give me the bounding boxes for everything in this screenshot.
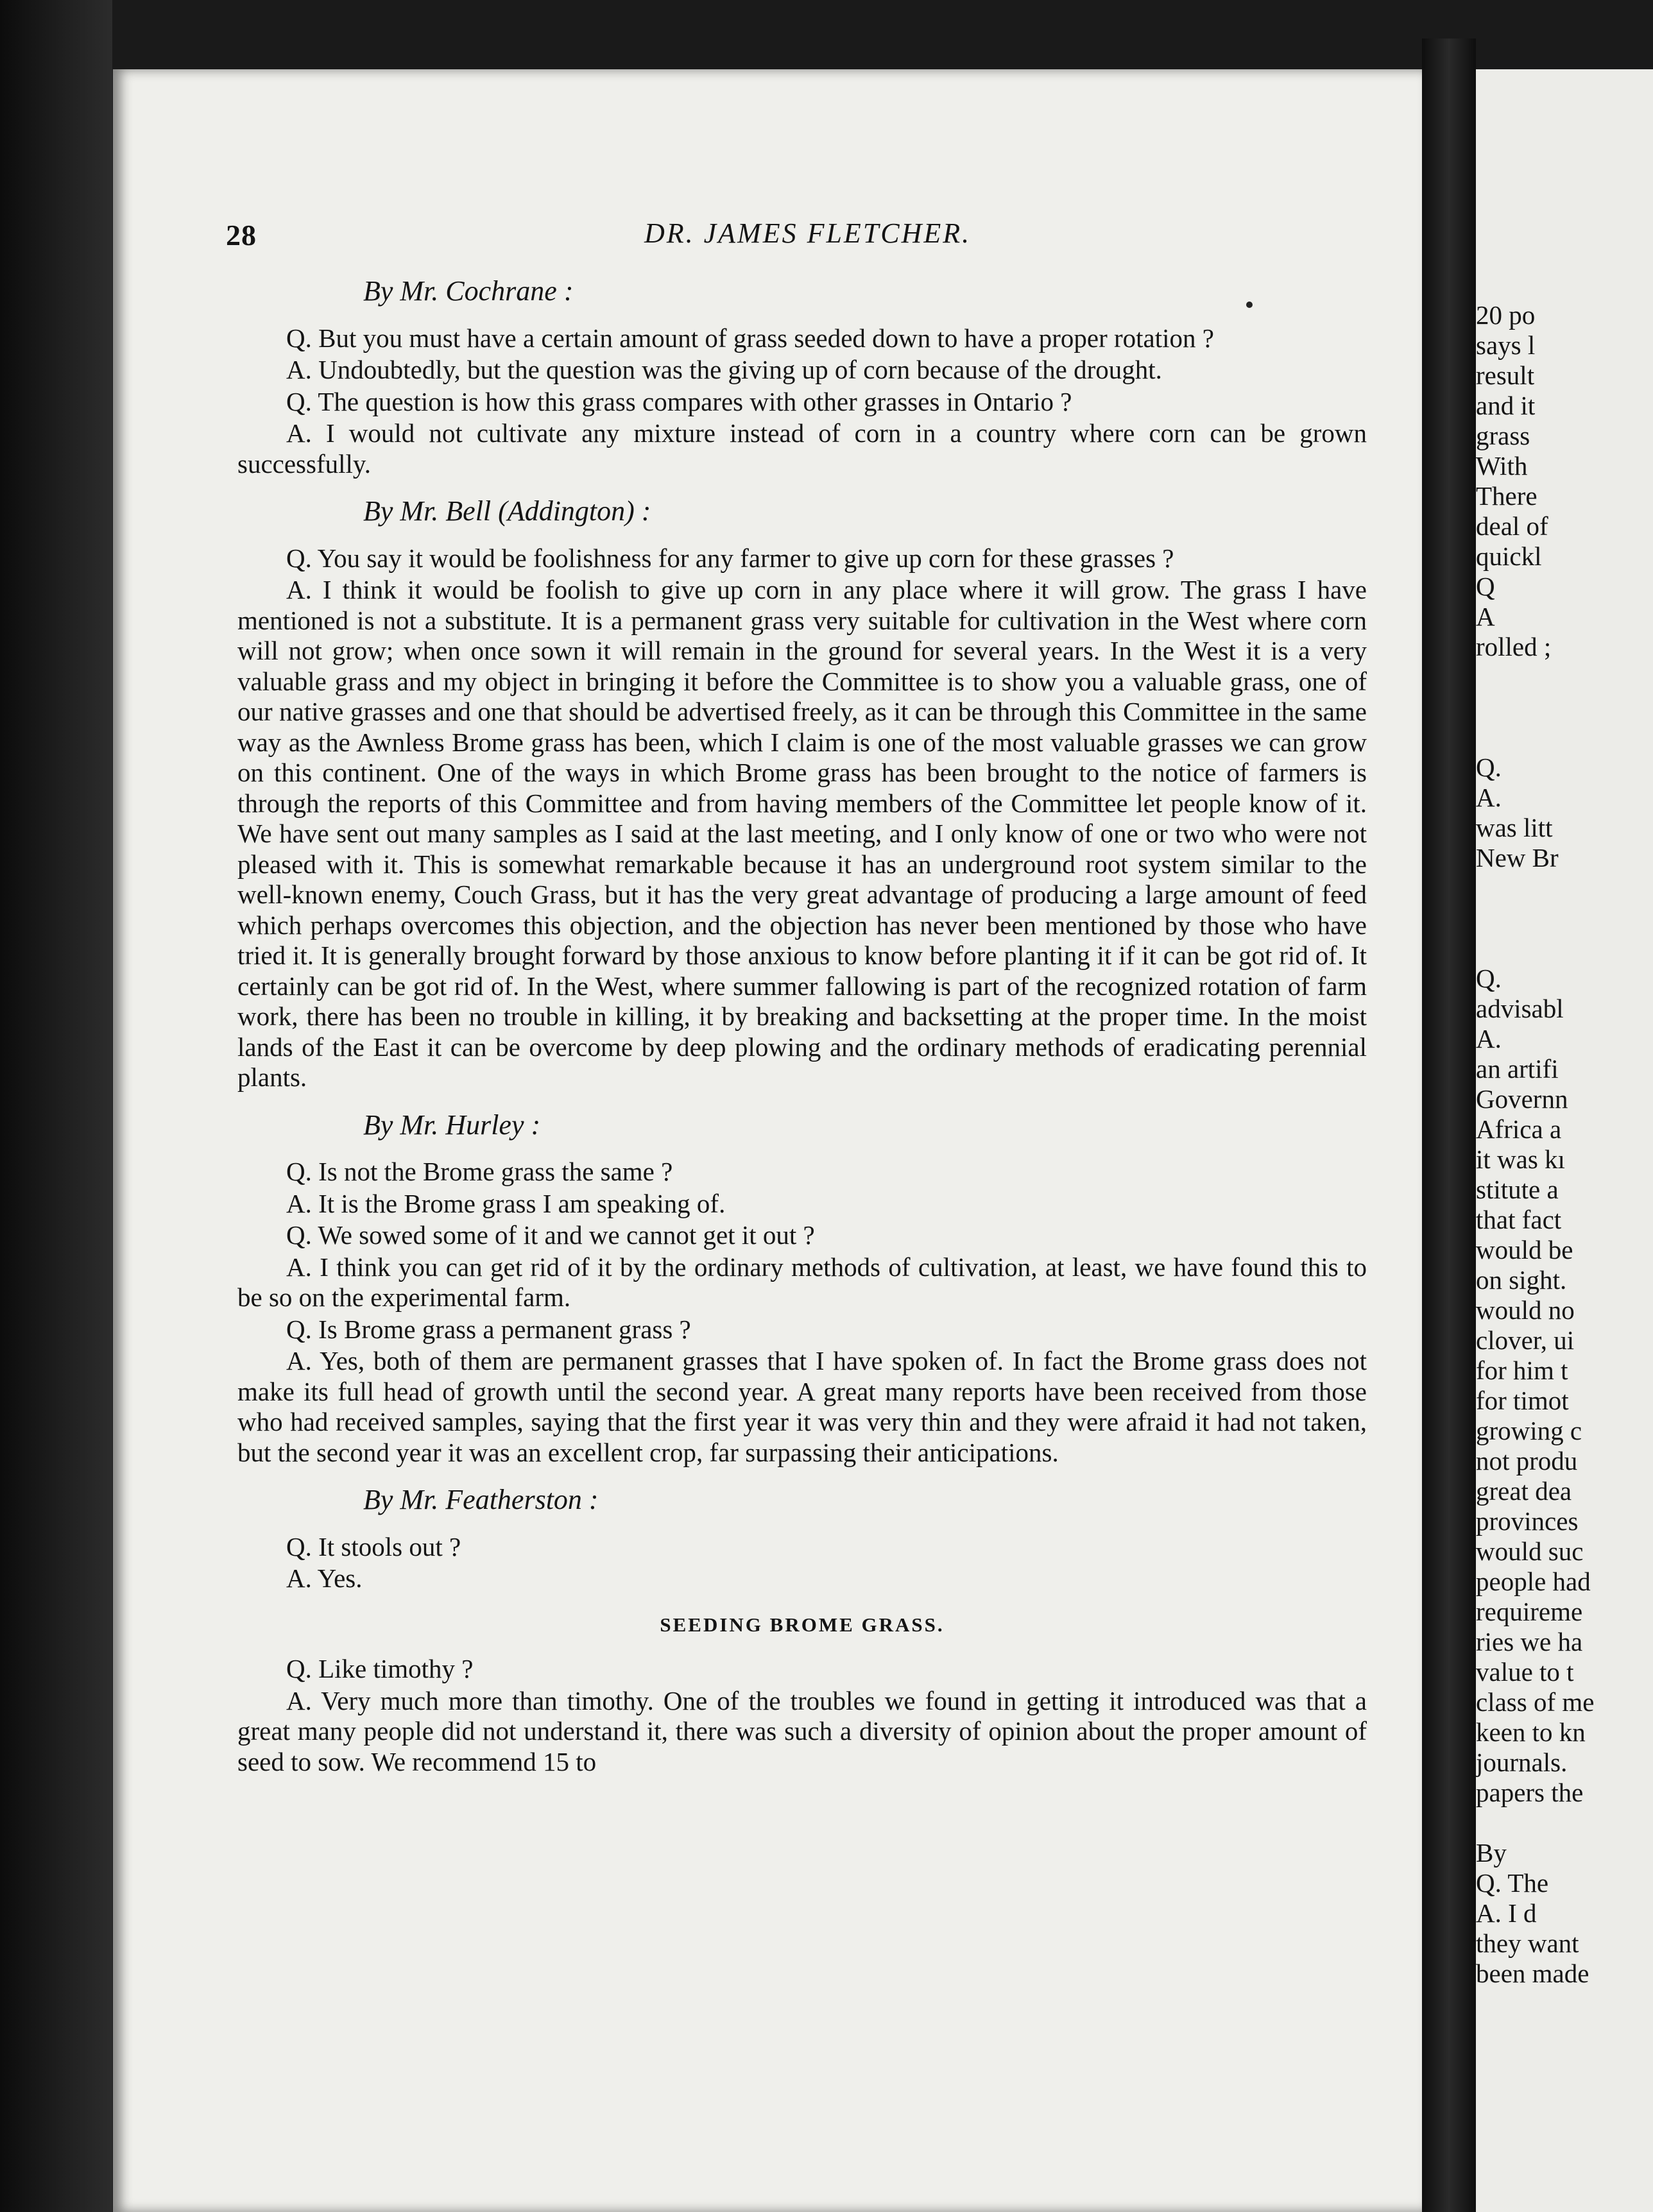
right-page-line-fragment: says l [1476, 330, 1536, 360]
right-page-line-fragment [1476, 903, 1594, 933]
qa-paragraph: A. I think it would be foolish to give up corn in any place where it will grow. The grass I have mentioned is not a substitute. It is a permanent grass very suitable for cultivation in the West where corn will not grow; when once sown it will remain in the ground for several years. In the West it is a very valuable grass and my object in bringing it before the Committee is to show you a valuable grass, one of our native grasses and one that should be advertised freely, as it can be through this Committee in the same way as the Awnless Brome grass has been, which I claim is one of the most valuable grasses we can grow on this continent. One of the ways in which Brome grass has been brought to the notice of farmers is through the reports of this Committee and from having members of the Committee let people know of it. We have sent out many samples as I said at the last meeting, and I only know of one or two who were not pleased with it. This is somewhat remarkable because it has an underground root system similar to the well-known enemy, Couch Grass, but it has the very great advantage of producing a large amount of feed which perhaps overcomes this objection, and the objection has never been mentioned by those who have tried it. It is generally brought forward by those anxious to know before planting it if it can be got rid of. It certainly can be got rid of. In the West, where summer fallowing is part of the recognized rotation of farm work, there has been no trouble in killing, it by breaking and backsetting at the proper time. In the moist lands of the East it can be overcome by deep plowing and the ordinary methods of eradicating perennial plants. [237, 575, 1367, 1092]
right-page-line-fragment: requireme [1476, 1597, 1583, 1626]
right-page-line-fragment [1476, 722, 1594, 753]
right-page-line-fragment: they want [1476, 1928, 1579, 1958]
right-page-line-fragment [1476, 662, 1594, 692]
right-page-line-fragment: was litt [1476, 813, 1553, 842]
speaker-heading: By Mr. Featherston : [363, 1484, 599, 1515]
right-page-line-fragment: value to t [1476, 1657, 1574, 1687]
qa-paragraph: Q. You say it would be foolishness for any farmer to give up corn for these grasses ? [286, 543, 1174, 573]
page-number: 28 [226, 219, 257, 251]
qa-paragraph: A. Very much more than timothy. One of the troubles we found in getting it introduced was that a great many people did not understand it, there was such a diversity of opinion about the proper amount of seed to sow. We recommend 15 to [237, 1685, 1367, 1776]
qa-paragraph: Q. We sowed some of it and we cannot get it out ? [286, 1220, 815, 1250]
right-page-line-fragment: stitute a [1476, 1175, 1559, 1204]
qa-paragraph: Q. But you must have a certain amount of grass seeded down to have a proper rotation ? [286, 323, 1214, 353]
qa-paragraph: Q. Like timothy ? [286, 1654, 474, 1683]
right-page-line-fragment: clover, ui [1476, 1325, 1575, 1355]
right-page-line-fragment: With [1476, 451, 1528, 481]
right-page-line-fragment: it was kı [1476, 1144, 1565, 1174]
right-page-line-fragment: class of me [1476, 1687, 1595, 1717]
right-page [1476, 69, 1653, 2212]
page-gutter [1422, 38, 1476, 2212]
right-page-line-fragment: that fact [1476, 1205, 1562, 1234]
right-page-line-fragment: A [1476, 602, 1495, 631]
right-page-line-fragment [1476, 933, 1594, 964]
right-page-line-fragment: journals. [1476, 1748, 1568, 1777]
right-page-line-fragment: keen to kn [1476, 1717, 1586, 1747]
right-page-line-fragment: for timot [1476, 1386, 1569, 1415]
qa-paragraph: A. I think you can get rid of it by the ordinary methods of cultivation, at least, we have found this to be so on the experimental farm. [237, 1252, 1367, 1312]
qa-paragraph: Q. It stools out ? [286, 1531, 461, 1561]
right-page-line-fragment: rolled ; [1476, 632, 1552, 661]
qa-paragraph: Q. Is Brome grass a permanent grass ? [286, 1314, 691, 1344]
right-page-line-fragment: A. [1476, 1024, 1502, 1053]
right-page-line-fragment: provinces [1476, 1506, 1579, 1536]
right-page-line-fragment: papers the [1476, 1778, 1584, 1807]
right-page-line-fragment: not produ [1476, 1446, 1578, 1476]
right-page-line-fragment: ries we ha [1476, 1627, 1583, 1656]
qa-paragraph: A. Yes, both of them are permanent grasses that I have spoken of. In fact the Brome grass does not make its full head of growth until the second year. A great many reports have been received from those who had received samples, saying that the first year it was very thin and they were afraid it had not taken, but the second year it was an excellent crop, far surpassing their anticipations. [237, 1346, 1367, 1467]
right-page-line-fragment: Q. The [1476, 1868, 1549, 1898]
body-text [237, 276, 1367, 1777]
right-page-line-fragment: Q [1476, 572, 1495, 601]
right-page-line-fragment: Governn [1476, 1084, 1568, 1114]
qa-paragraph: Q. Is not the Brome grass the same ? [286, 1157, 673, 1186]
right-page-line-fragment [1476, 873, 1594, 903]
qa-paragraph: A. Yes. [286, 1563, 363, 1593]
right-page-line-fragment [1476, 692, 1594, 722]
qa-paragraph: A. Undoubtedly, but the question was the giving up of corn because of the drought. [286, 355, 1162, 384]
right-page-line-fragment: Q. [1476, 964, 1502, 993]
right-page-line-fragment: quickl [1476, 541, 1542, 571]
speaker-heading: By Mr. Cochrane : [363, 275, 574, 307]
right-page-line-fragment: A. I d [1476, 1898, 1537, 1928]
right-page-line-fragment: growing c [1476, 1416, 1582, 1445]
right-page-line-fragment: and it [1476, 391, 1536, 420]
running-head: DR. JAMES FLETCHER. [644, 217, 972, 249]
right-page-line-fragment: Q. [1476, 753, 1502, 782]
right-page-line-fragment: people had [1476, 1567, 1591, 1596]
right-page-line-fragment: been made [1476, 1959, 1589, 1988]
right-page-line-fragment: great dea [1476, 1476, 1572, 1506]
right-page-line-fragment: grass [1476, 421, 1530, 450]
speaker-heading: By Mr. Bell (Addington) : [363, 495, 651, 527]
right-page-line-fragment: would be [1476, 1235, 1573, 1264]
right-page-line-fragment: would suc [1476, 1536, 1584, 1566]
speck-mark [1246, 302, 1253, 308]
right-page-line-fragment [1476, 1808, 1594, 1838]
right-page-line-fragment: an artifi [1476, 1054, 1559, 1084]
right-page-line-fragment: deal of [1476, 511, 1548, 541]
microfilm-edge [0, 0, 112, 2212]
right-page-line-fragment: A. [1476, 783, 1502, 812]
right-page-line-fragment: result [1476, 361, 1535, 390]
right-page-line-fragment: for him t [1476, 1356, 1568, 1385]
qa-paragraph: Q. The question is how this grass compares with other grasses in Ontario ? [286, 386, 1072, 416]
section-heading: SEEDING BROME GRASS. [660, 1613, 945, 1636]
right-page-line-fragment: New Br [1476, 843, 1559, 872]
right-page-line-fragment: on sight. [1476, 1265, 1567, 1295]
qa-paragraph: A. I would not cultivate any mixture instead of corn in a country where corn can be grown successfully. [237, 418, 1367, 479]
right-page-line-fragment: would no [1476, 1295, 1575, 1325]
right-page-line-fragment: By [1476, 1838, 1507, 1867]
qa-paragraph: A. It is the Brome grass I am speaking of. [286, 1188, 726, 1218]
right-page-line-fragment: advisabl [1476, 994, 1564, 1023]
right-page-line-fragment: There [1476, 481, 1537, 511]
right-page-line-fragment: 20 po [1476, 300, 1536, 330]
right-page-line-fragment: Africa a [1476, 1114, 1562, 1144]
right-page-fragments [1476, 300, 1594, 1989]
speaker-heading: By Mr. Hurley : [363, 1109, 541, 1141]
